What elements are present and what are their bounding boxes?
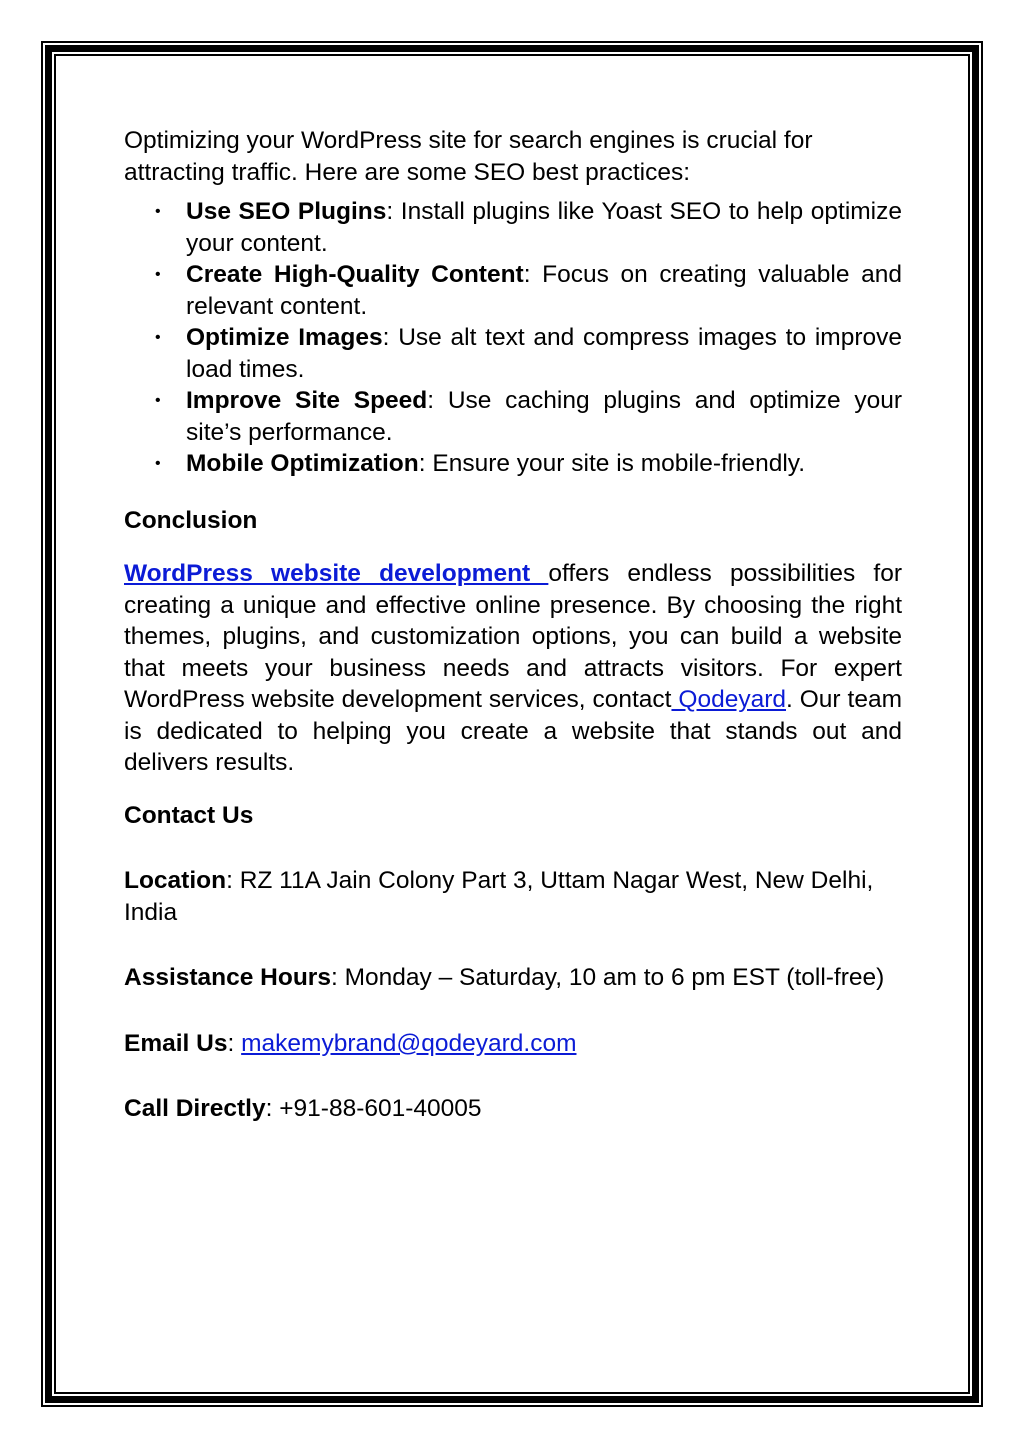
wordpress-development-link[interactable]: WordPress website development: [124, 560, 549, 587]
list-item: [124, 196, 902, 259]
practice-title: Improve Site Speed: [186, 387, 428, 414]
practice-text: : Focus on creating valuable and relevant content.: [186, 261, 902, 320]
practice-title: Create High-Quality Content: [186, 261, 524, 288]
phone-label: Call Directly: [124, 1095, 266, 1122]
hours-value: : Monday – Saturday, 10 am to 6 pm EST (toll-free): [330, 964, 885, 991]
list-item: [124, 322, 902, 385]
phone-value: : +91-88-601-40005: [265, 1095, 482, 1122]
bullet-icon: •: [155, 329, 161, 346]
practice-title: Optimize Images: [186, 324, 383, 351]
practice-text: : Use caching plugins and optimize your site’s performance.: [186, 387, 902, 446]
conclusion-heading: Conclusion: [124, 506, 258, 534]
hours-line: [124, 962, 902, 994]
phone-line: [124, 1093, 902, 1125]
bullet-icon: •: [155, 392, 161, 409]
contact-heading: Contact Us: [124, 801, 254, 829]
practice-title: Mobile Optimization: [186, 450, 419, 477]
bullet-icon: •: [155, 455, 161, 472]
list-item: [124, 385, 902, 448]
practice-text: : Install plugins like Yoast SEO to help optimize your content.: [186, 198, 902, 257]
location-label: Location: [124, 867, 227, 894]
email-label: Email Us: [124, 1029, 228, 1057]
email-link[interactable]: makemybrand@qodeyard.com: [241, 1029, 577, 1057]
list-item: [124, 259, 902, 322]
location-value: : RZ 11A Jain Colony Part 3, Uttam Nagar West, New Delhi, India: [124, 867, 874, 926]
hours-label: Assistance Hours: [124, 964, 331, 991]
qodeyard-link[interactable]: Qodeyard: [671, 686, 786, 713]
conclusion-paragraph: [124, 558, 902, 779]
conclusion-text-1: offers endless possibilities for creating a unique and effective online presence. By choosing the right themes, plugins, and customization options, you can build a website that meets your business needs and attracts visitors. For expert WordPress website development services, contact: [124, 560, 902, 713]
bullet-icon: •: [155, 203, 161, 220]
conclusion-text-2: . Our team is dedicated to helping you create a website that stands out and delivers results.: [124, 686, 902, 776]
practice-title: Use SEO Plugins: [186, 198, 387, 225]
list-item: [124, 448, 902, 480]
bullet-icon: •: [155, 266, 161, 283]
email-line: [124, 1028, 902, 1060]
intro-paragraph: Optimizing your WordPress site for search engines is crucial for attracting traffic. Here are some SEO best practices:: [124, 127, 813, 186]
document-body: [124, 125, 902, 1159]
email-separator: :: [227, 1029, 242, 1057]
location-line: [124, 865, 902, 928]
practice-text: : Ensure your site is mobile-friendly.: [418, 450, 805, 477]
practice-text: : Use alt text and compress images to improve load times.: [186, 324, 902, 383]
seo-practices-list: [124, 196, 902, 480]
